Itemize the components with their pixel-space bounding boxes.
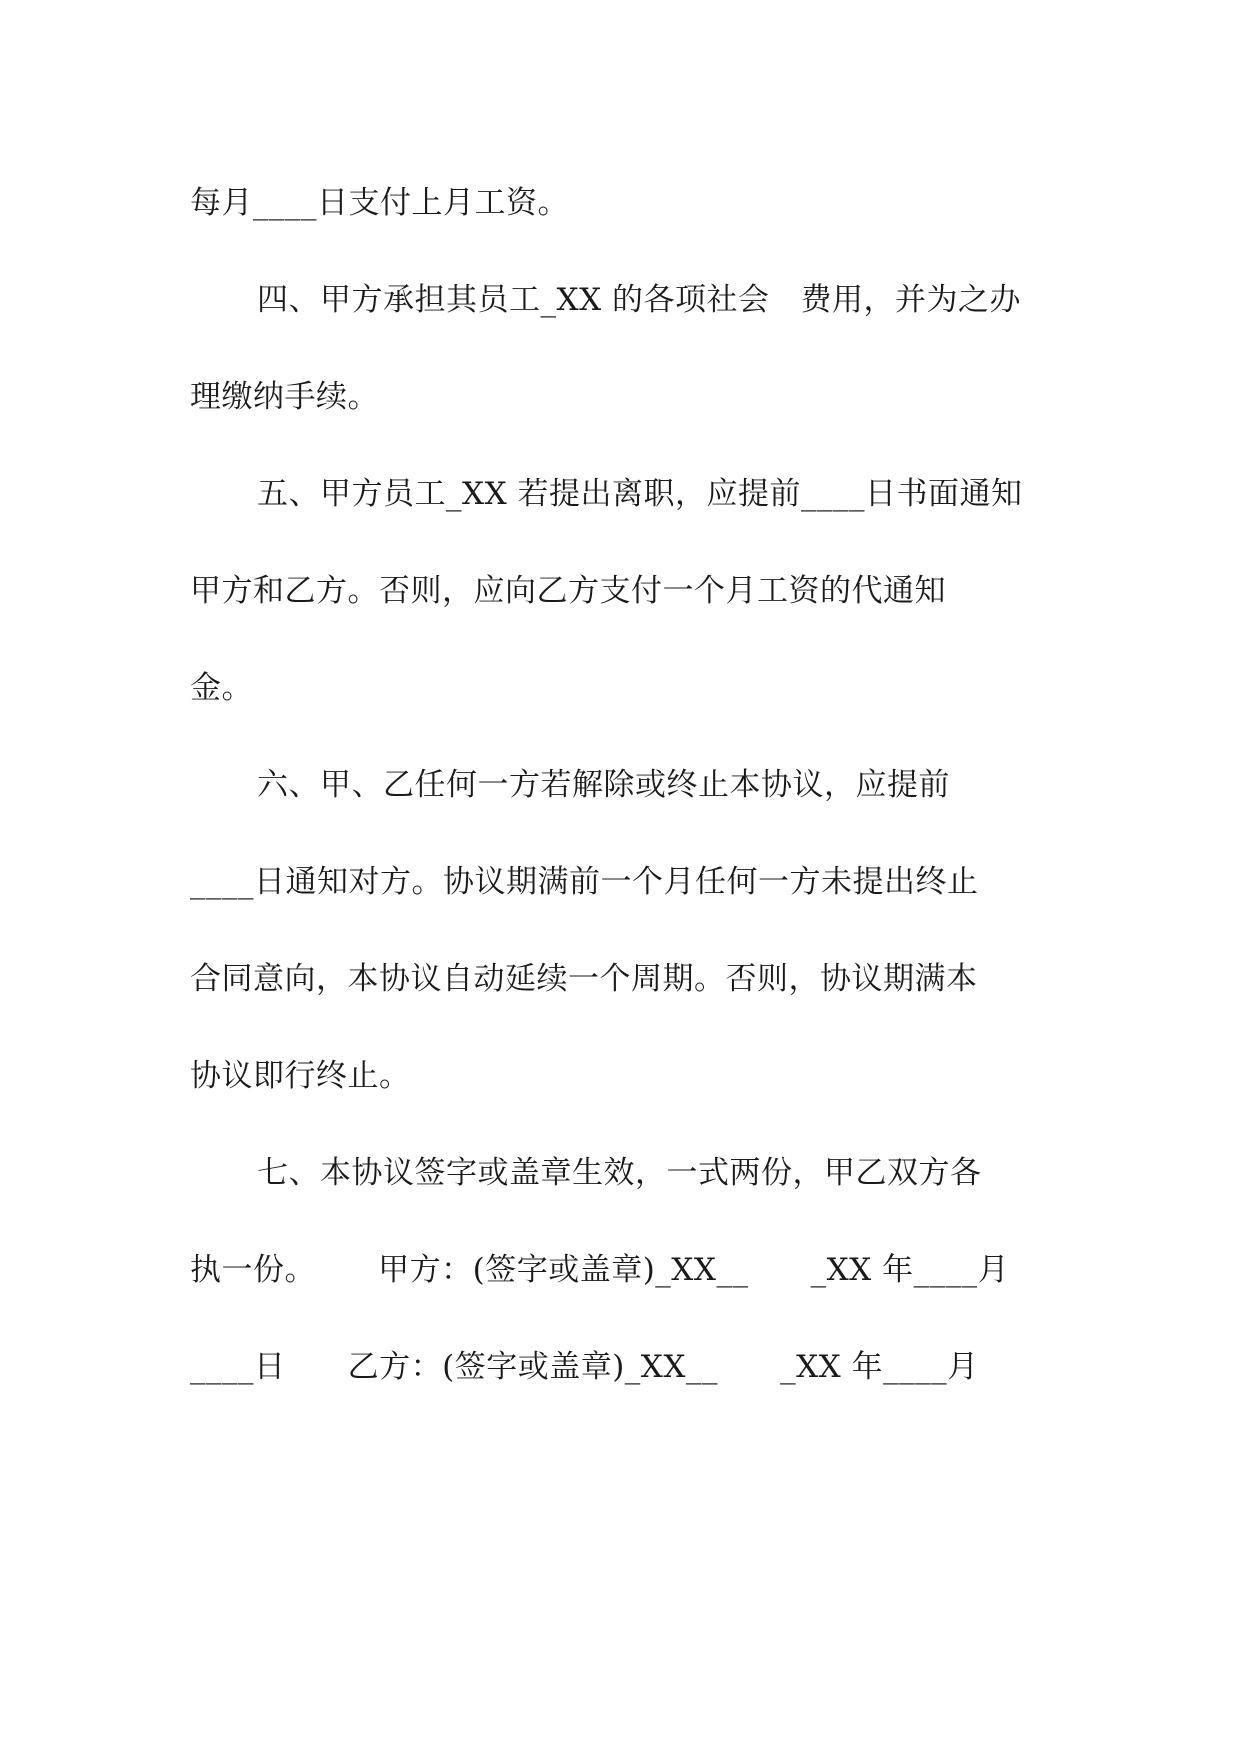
clause-6-heading-line: 六、甲、乙任何一方若解除或终止本协议，应提前 <box>257 767 950 803</box>
text-line: 金。 <box>190 670 253 706</box>
clause-7-heading-line: 七、本协议签字或盖章生效，一式两份，甲乙双方各 <box>257 1155 982 1191</box>
clause-5-heading-line: 五、甲方员工_XX 若提出离职，应提前____日书面通知 <box>257 476 1023 512</box>
text-line: 合同意向，本协议自动延续一个周期。否则，协议期满本 <box>190 961 978 997</box>
signature-line-party-b: ____日 乙方：(签字或盖章)_XX__ _XX 年____月 <box>190 1349 979 1385</box>
signature-line-party-a: 执一份。 甲方：(签字或盖章)_XX__ _XX 年____月 <box>190 1252 1010 1288</box>
clause-4-heading-line: 四、甲方承担其员工_XX 的各项社会 费用，并为之办 <box>257 282 1022 318</box>
text-line: 甲方和乙方。否则，应向乙方支付一个月工资的代通知 <box>190 573 946 609</box>
text-line: 理缴纳手续。 <box>190 379 379 415</box>
text-line: 协议即行终止。 <box>190 1058 411 1094</box>
text-line: ____日通知对方。协议期满前一个月任何一方未提出终止 <box>190 864 979 900</box>
text-line: 每月____日支付上月工资。 <box>190 185 569 221</box>
